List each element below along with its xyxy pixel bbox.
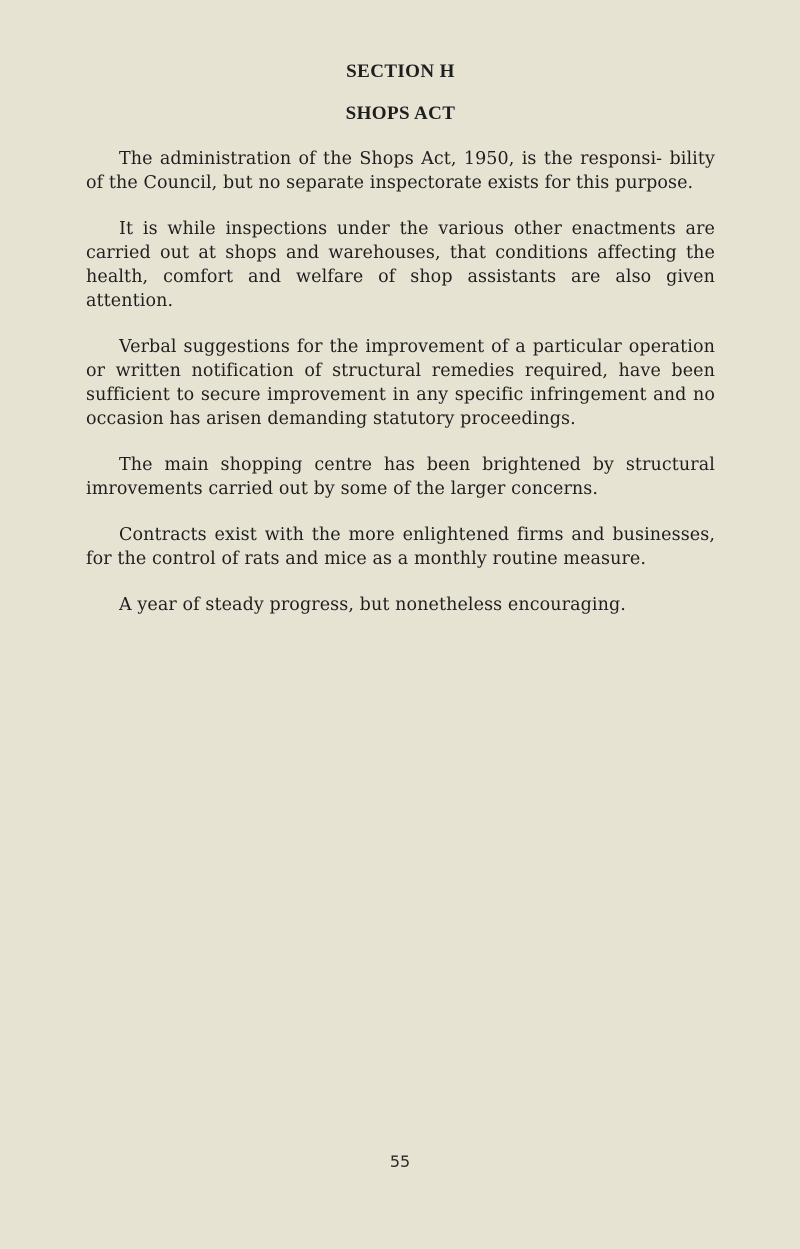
- paragraph: Contracts exist with the more enlightened firms and businesses, for the control of rats and mice as a monthly routine measure.: [86, 525, 715, 569]
- paragraph: The main shopping centre has been brightened by structural imrovements carried out by some of the larger concerns.: [86, 455, 715, 499]
- paragraph: It is while inspections under the various other enactments are carried out at shops and warehouses, that conditions affecting the health, comfort and welfare of shop assistants are also given attention.: [86, 219, 715, 311]
- paragraph: Verbal suggestions for the improvement of a particular operation or written notification of structural remedies required, have been sufficient to secure improvement in any specific infringement and no occasion has arisen demanding statutory proceedings.: [86, 337, 715, 429]
- page-number: 55: [389, 1152, 411, 1171]
- paragraph: The administration of the Shops Act, 1950, is the responsi- bility of the Council, but no separate inspectorate exists for this purpose.: [86, 149, 715, 193]
- document-body: [86, 147, 715, 617]
- page-title: SHOPS ACT: [345, 103, 456, 124]
- section-label: SECTION H: [346, 61, 455, 82]
- paragraph: A year of steady progress, but nonetheless encouraging.: [119, 595, 626, 615]
